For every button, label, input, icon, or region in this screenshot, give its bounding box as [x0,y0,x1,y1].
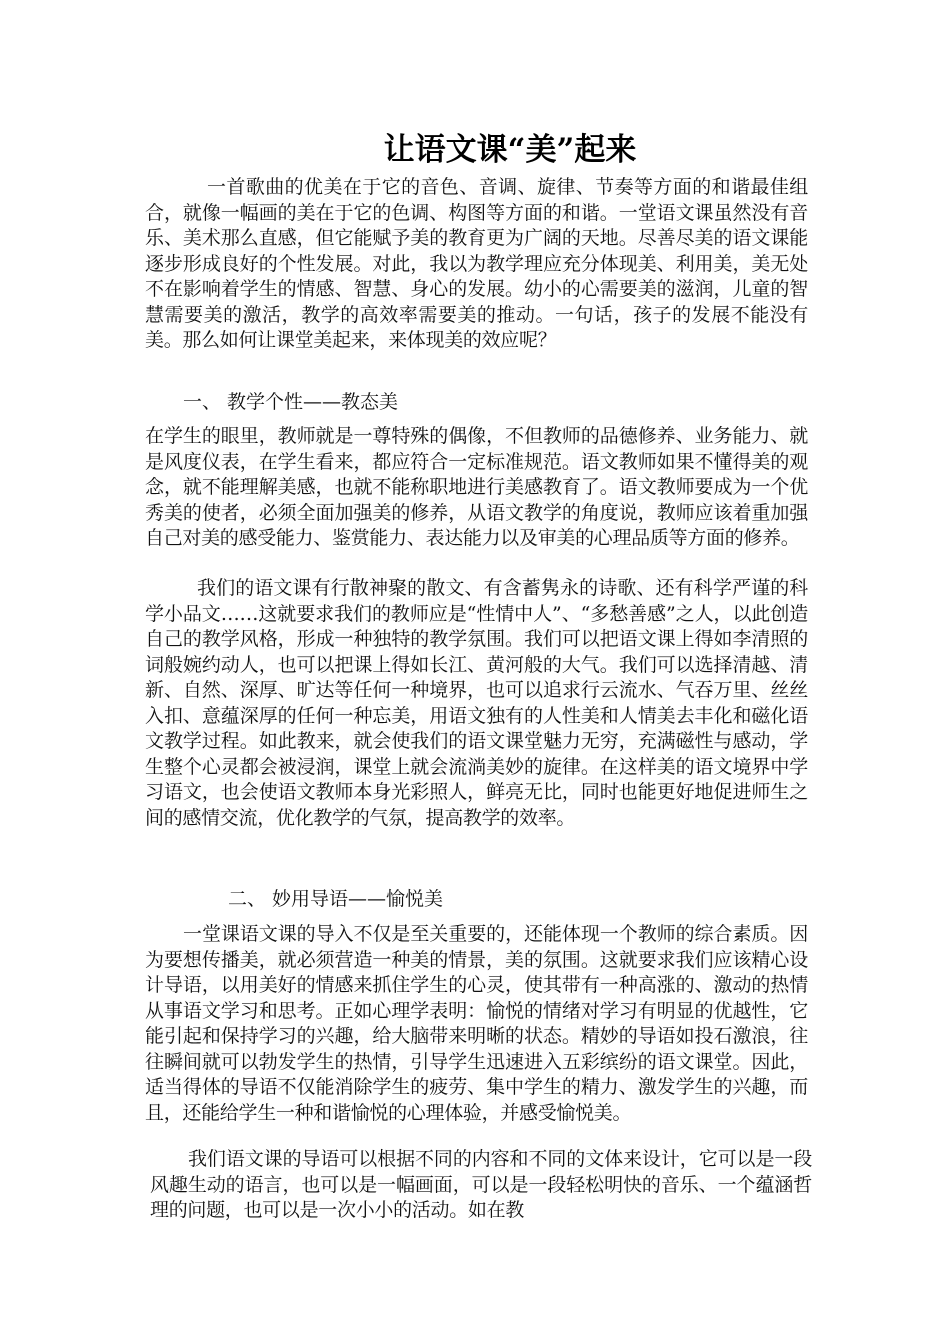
section-1-paragraph-2: 我们的语文课有行散神聚的散文、有含蓄隽永的诗歌、还有科学严谨的科学小品文……这就要求我们的教师应是“性情中人”、“多愁善感”之人，以此创造自己的教学风格，形成一种独特的教学氛围。我们可以把语文课上得如李清照的词般婉约动人，也可以把课上得如长江、黄河般的大气。我们可以选择清越、清新、自然、深厚、旷达等任何一种境界，也可以追求行云流水、气吞万里、丝丝入扣、意蕴深厚的任何一种忘美，用语文独有的人性美和人情美去丰化和磁化语文教学过程。如此教来，就会使我们的语文课堂魅力无穷，充满磁性与感动，学生整个心灵都会被浸润，课堂上就会流淌美妙的旋律。在这样美的语文境界中学习语文，也会使语文教师本身光彩照人，鲜亮无比，同时也能更好地促进师生之间的感情交流，优化教学的气氛，提高教学的效率。 [145,577,808,829]
section-1-heading: 一、 教学个性——教态美 [183,391,399,413]
intro-paragraph: 一首歌曲的优美在于它的音色、音调、旋律、节奏等方面的和谐最佳组合，就像一幅画的美在于它的色调、构图等方面的和谐。一堂语文课虽然没有音乐、美术那么直感，但它能赋予美的教育更为广阔的天地。尽善尽美的语文课能逐步形成良好的个性发展。对此，我以为教学理应充分体现美、利用美，美无处不在影响着学生的情感、智慧、身心的发展。幼小的心需要美的滋润，儿童的智慧需要美的激活，教学的高效率需要美的推动。一句话，孩子的发展不能没有美。那么如何让课堂美起来，来体现美的效应呢？ [145,176,808,351]
section-2-paragraph-2: 我们语文课的导语可以根据不同的内容和不同的文体来设计，它可以是一段风趣生动的语言，也可以是一幅画面，可以是一段轻松明快的音乐、一个蕴涵哲理的问题，也可以是一次小小的活动。如在教 [150,1148,812,1221]
section-1-paragraph-1: 在学生的眼里，教师就是一尊特殊的偶像，不但教师的品德修养、业务能力、就是风度仪表，在学生看来，都应符合一定标准规范。语文教师如果不懂得美的观念，就不能理解美感，也就不能称职地进行美感教育了。语文教师要成为一个优秀美的使者，必须全面加强美的修养，从语文教学的角度说，教师应该着重加强自己对美的感受能力、鉴赏能力、表达能力以及审美的心理品质等方面的修养。 [145,425,808,549]
section-2-heading: 二、 妙用导语——愉悦美 [228,888,444,910]
section-2-paragraph-1: 一堂课语文课的导入不仅是至关重要的，还能体现一个教师的综合素质。因为要想传播美，就必须营造一种美的情景，美的氛围。这就要求我们应该精心设计导语，以用美好的情感来抓住学生的心灵，使其带有一种高涨的、激动的热情从事语文学习和思考。正如心理学表明：愉悦的情绪对学习有明显的优越性，它能引起和保持学习的兴趣，给大脑带来明晰的状态。精妙的导语如投石激浪，往往瞬间就可以勃发学生的热情，引导学生迅速进入五彩缤纷的语文课堂。因此，适当得体的导语不仅能消除学生的疲劳、集中学生的精力、激发学生的兴趣，而且，还能给学生一种和谐愉悦的心理体验，并感受愉悦美。 [145,923,808,1124]
document-title: 让语文课“美”起来 [383,132,637,168]
